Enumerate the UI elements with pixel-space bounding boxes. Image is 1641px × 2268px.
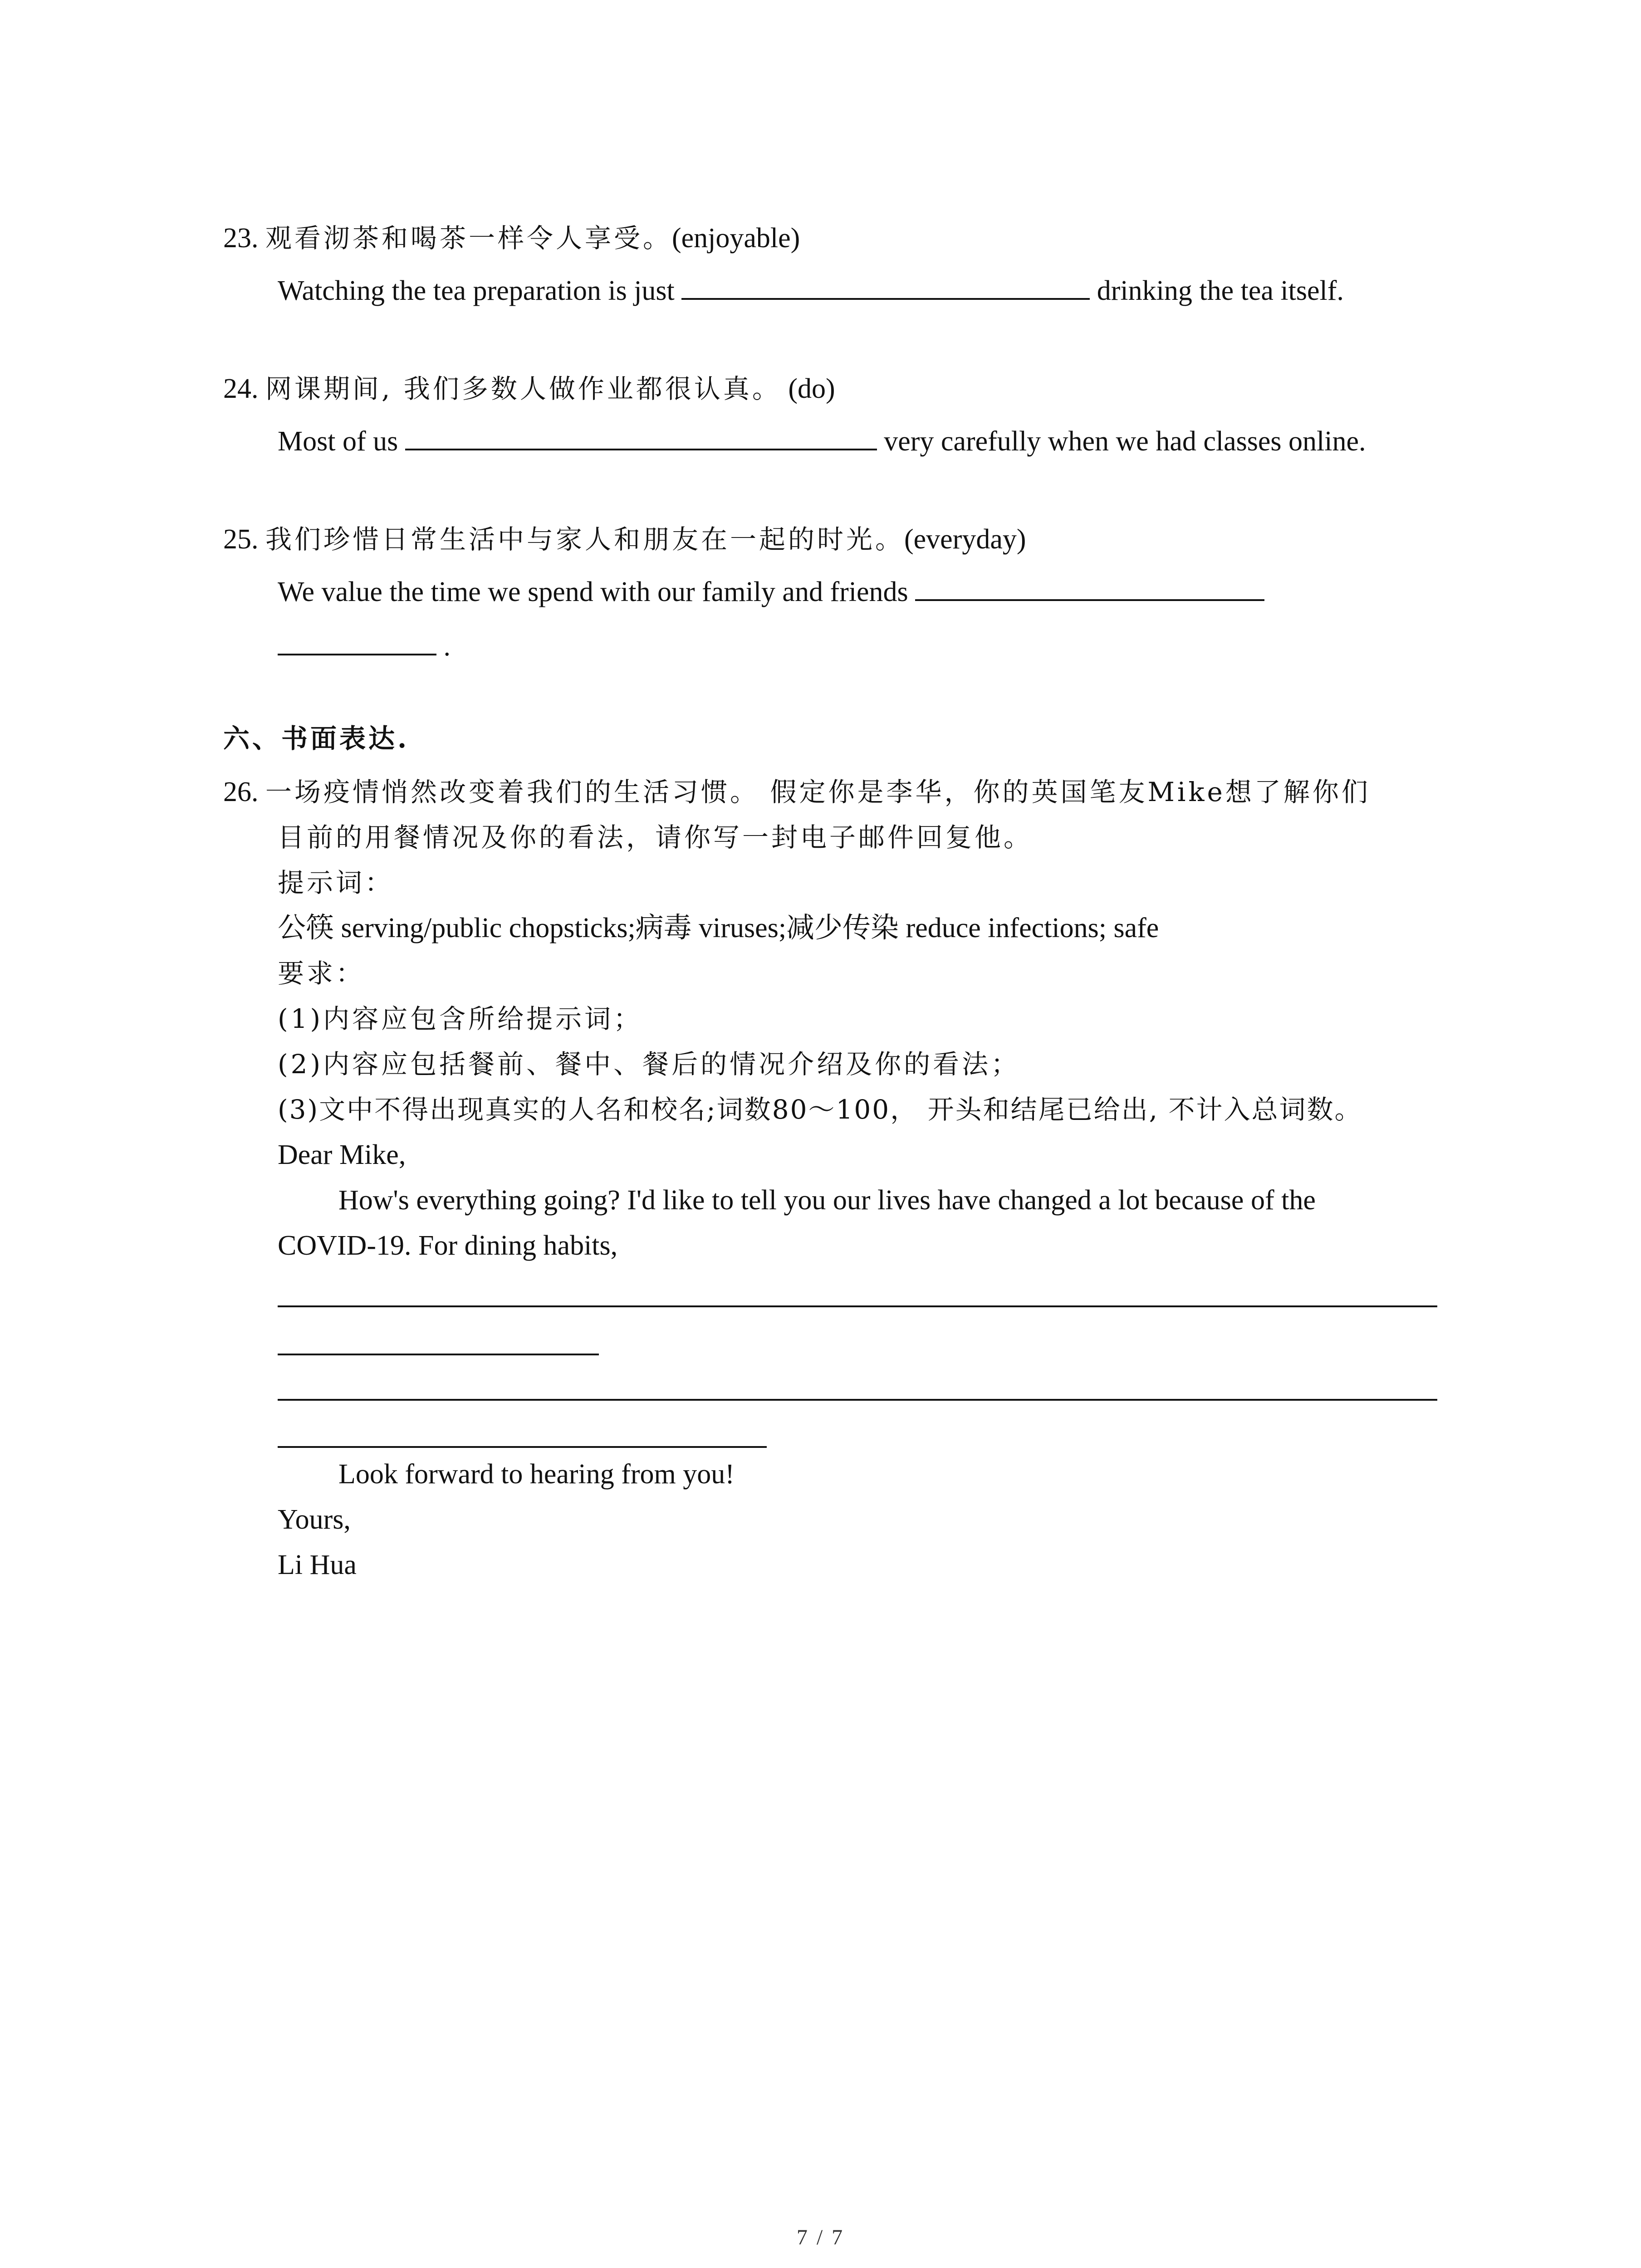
q25-answer-blank-2[interactable] <box>278 626 436 655</box>
q26-hints-label: 提示词： <box>278 867 394 898</box>
letter-salutation: Dear Mike, <box>278 1139 406 1170</box>
q24-answer-blank[interactable] <box>405 420 877 450</box>
q25-answer-blank-1[interactable] <box>915 571 1264 601</box>
q26-intro-line2: 目前的用餐情况及你的看法，请你写一封电子邮件回复他。 <box>278 822 1033 853</box>
q25-sentence-cont <box>278 626 451 665</box>
q24-sentence <box>278 420 1366 459</box>
letter-opening-line1: How's everything going? I'd like to tell you our lives have changed a lot because of the <box>338 1185 1316 1216</box>
q25-prompt-cn: 我们珍惜日常生活中与家人和朋友在一起的时光。 <box>265 524 905 555</box>
q25-sentence <box>278 571 1264 610</box>
letter-closing: Look forward to hearing from you! <box>338 1459 735 1490</box>
q23-prompt-cn: 观看沏茶和喝茶一样令人享受。 <box>265 223 672 254</box>
q25-sentence-end: . <box>443 631 451 662</box>
q24-sentence-before: Most of us <box>278 426 398 457</box>
q23-number: 23. <box>223 223 259 254</box>
q24-prompt <box>223 371 835 407</box>
page-number: 7 / 7 <box>796 2225 845 2249</box>
q23-sentence <box>278 270 1344 309</box>
q24-hint: (do) <box>788 373 835 404</box>
writing-line-2[interactable] <box>278 1354 599 1355</box>
section6-heading: 六、书面表达. <box>223 723 410 754</box>
writing-line-4[interactable] <box>278 1446 767 1448</box>
q25-number: 25. <box>223 524 259 555</box>
q23-sentence-after: drinking the tea itself. <box>1097 275 1344 306</box>
q24-prompt-cn: 网课期间, 我们多数人做作业都很认真。 <box>265 373 781 404</box>
q26-requirement-1: (1)内容应包含所给提示词； <box>278 1003 643 1034</box>
q26-intro-1 <box>223 774 1371 810</box>
q24-sentence-after: very carefully when we had classes online. <box>884 426 1366 457</box>
q23-answer-blank[interactable] <box>681 270 1090 300</box>
q25-sentence-before: We value the time we spend with our family and friends <box>278 577 908 607</box>
q25-prompt <box>223 521 1026 557</box>
q26-number: 26. <box>223 777 259 807</box>
q23-sentence-before: Watching the tea preparation is just <box>278 275 675 306</box>
writing-line-1[interactable] <box>278 1305 1437 1307</box>
q26-requirement-3: (3)文中不得出现真实的人名和校名;词数80～100， 开头和结尾已给出, 不计入总词数。 <box>278 1094 1362 1125</box>
q24-number: 24. <box>223 373 259 404</box>
letter-signoff: Yours, <box>278 1504 351 1535</box>
q26-intro-line1: 一场疫情悄然改变着我们的生活习惯。 假定你是李华，你的英国笔友Mike想了解你们 <box>265 777 1371 807</box>
writing-line-3[interactable] <box>278 1399 1437 1401</box>
q26-requirement-2: (2)内容应包括餐前、餐中、餐后的情况介绍及你的看法； <box>278 1049 1020 1080</box>
letter-signature: Li Hua <box>278 1549 357 1580</box>
letter-opening-line2: COVID-19. For dining habits, <box>278 1230 618 1261</box>
q26-hints-text: 公筷 serving/public chopsticks;病毒 viruses;减少传染 reduce infections; safe <box>278 913 1159 943</box>
q23-prompt <box>223 220 800 256</box>
q25-hint: (everyday) <box>904 524 1026 555</box>
q26-requirements-label: 要求： <box>278 958 365 989</box>
q23-hint: (enjoyable) <box>672 223 800 254</box>
